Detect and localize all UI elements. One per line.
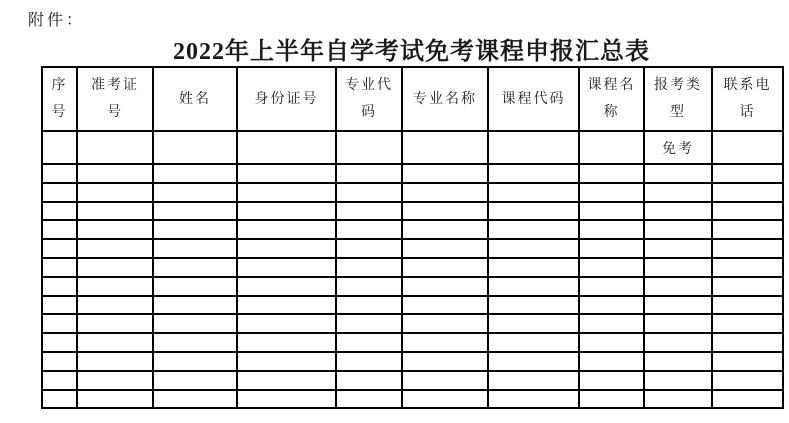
table-body: [42, 131, 783, 408]
table-cell: [336, 314, 402, 333]
table-cell: [712, 296, 783, 315]
table-cell: [153, 183, 237, 202]
table-cell: [712, 333, 783, 352]
attachment-label: 附件：: [28, 12, 86, 29]
table-cell: [153, 277, 237, 296]
table-row: [42, 131, 783, 164]
table-cell: [336, 239, 402, 258]
table-cell: [42, 202, 77, 221]
table-cell: [153, 390, 237, 409]
table-cell: [237, 390, 336, 409]
table-cell: [336, 131, 402, 164]
table-cell: [488, 239, 579, 258]
table-cell: [153, 202, 237, 221]
table-cell: [77, 220, 153, 239]
table-row: [42, 239, 783, 258]
table-cell: [153, 314, 237, 333]
table-cell: [488, 164, 579, 183]
table-cell: [153, 239, 237, 258]
table-cell: [402, 390, 488, 409]
table-cell: [579, 371, 644, 390]
table-cell: [644, 296, 712, 315]
table-cell: [42, 131, 77, 164]
header-line: 报考类: [654, 78, 702, 93]
header-line: 准考证: [91, 78, 139, 93]
table-cell: [644, 352, 712, 371]
header-cell-2: [77, 67, 153, 131]
table-cell: [336, 371, 402, 390]
table-cell: [579, 277, 644, 296]
table-cell: [77, 131, 153, 164]
table-cell: [237, 314, 336, 333]
table-cell: [77, 239, 153, 258]
table-cell: [488, 333, 579, 352]
table-cell: [712, 314, 783, 333]
table-cell: [336, 164, 402, 183]
table-cell: [42, 333, 77, 352]
table-cell: [579, 390, 644, 409]
table-cell: [579, 220, 644, 239]
header-cell-8: [579, 67, 644, 131]
table-cell: [579, 296, 644, 315]
header-cell-1: [42, 67, 77, 131]
table-cell: [153, 371, 237, 390]
table-cell: [237, 371, 336, 390]
table-cell: [153, 258, 237, 277]
table-cell: [336, 220, 402, 239]
table-cell: [402, 183, 488, 202]
table-cell: [402, 202, 488, 221]
table-cell: [712, 220, 783, 239]
header-line: 联系电: [723, 78, 772, 93]
table-cell: [402, 352, 488, 371]
table-row: [42, 333, 783, 352]
table-cell: [488, 371, 579, 390]
table-cell: [153, 352, 237, 371]
summary-table: [41, 66, 784, 409]
header-cell-6: [402, 67, 488, 131]
table-cell: [237, 202, 336, 221]
table-cell: [42, 277, 77, 296]
header-cell-9: [644, 67, 712, 131]
header-line: 话: [739, 105, 756, 120]
table-cell: [579, 333, 644, 352]
header-cell-4: [237, 67, 336, 131]
table-cell: [237, 296, 336, 315]
table-cell: [153, 131, 237, 164]
table-cell: [42, 296, 77, 315]
table-cell: [77, 333, 153, 352]
table-cell: [77, 371, 153, 390]
table-cell: [712, 352, 783, 371]
table-row: [42, 371, 783, 390]
table-cell: [644, 164, 712, 183]
table-cell: [712, 183, 783, 202]
table-cell: [579, 202, 644, 221]
table-cell: [237, 352, 336, 371]
table-cell: [644, 277, 712, 296]
table-cell: [402, 371, 488, 390]
table-cell: [237, 277, 336, 296]
table-cell: [77, 352, 153, 371]
table-row: [42, 352, 783, 371]
header-line: 码: [361, 105, 377, 120]
table-cell: [77, 390, 153, 409]
header-line: 课程名: [587, 78, 636, 93]
table-cell: [237, 164, 336, 183]
table-cell: [644, 202, 712, 221]
table-row: [42, 183, 783, 202]
table-cell: [402, 220, 488, 239]
table-cell: [42, 220, 77, 239]
table-cell: [237, 220, 336, 239]
table-cell: [712, 239, 783, 258]
table-row: [42, 390, 783, 409]
table-cell: [402, 277, 488, 296]
table-cell: [579, 314, 644, 333]
table-cell: [336, 352, 402, 371]
header-cell-3: [153, 67, 237, 131]
table-cell: [77, 277, 153, 296]
table-cell: [77, 314, 153, 333]
table-cell: [42, 371, 77, 390]
table-cell: [644, 183, 712, 202]
table-cell: [712, 390, 783, 409]
table-cell: [237, 333, 336, 352]
table-cell: [644, 390, 712, 409]
table-cell: [488, 296, 579, 315]
table-cell: [488, 183, 579, 202]
table-cell: [402, 131, 488, 164]
table-cell: [237, 183, 336, 202]
table-cell: [77, 202, 153, 221]
table-cell: [42, 183, 77, 202]
table-cell: [42, 239, 77, 258]
table-cell: [579, 131, 644, 164]
table-cell: [644, 333, 712, 352]
table-row: [42, 258, 783, 277]
header-line: 称: [603, 105, 620, 120]
table-cell: [712, 277, 783, 296]
table-cell: [644, 239, 712, 258]
table-cell: [153, 164, 237, 183]
table-cell: [336, 333, 402, 352]
table-cell: [402, 258, 488, 277]
table-cell: [488, 258, 579, 277]
header-line: 号: [107, 105, 123, 120]
table-cell: [644, 314, 712, 333]
header-line: 课程代码: [501, 91, 566, 107]
page-title: 2022年上半年自学考试免考课程申报汇总表: [173, 39, 650, 65]
header-line: 姓名: [179, 91, 211, 107]
table-cell: [42, 390, 77, 409]
table-cell: [336, 390, 402, 409]
header-line: 专业代: [345, 78, 393, 93]
table-cell: [488, 352, 579, 371]
table-row: [42, 296, 783, 315]
table-cell: [237, 239, 336, 258]
table-cell: [712, 164, 783, 183]
table-cell: [488, 390, 579, 409]
table-cell: [712, 371, 783, 390]
header-line: 型: [670, 105, 686, 120]
table-cell: [579, 239, 644, 258]
table-cell: [579, 183, 644, 202]
table-cell: [579, 164, 644, 183]
table-cell: [488, 314, 579, 333]
table-cell: [402, 239, 488, 258]
table-cell: [644, 371, 712, 390]
table-cell: [77, 258, 153, 277]
table-header-row: [42, 67, 783, 131]
table-cell: [237, 131, 336, 164]
header-cell-7: [488, 67, 579, 131]
table-cell: [488, 220, 579, 239]
table-cell: [579, 352, 644, 371]
table-cell: [77, 164, 153, 183]
table-cell: [402, 333, 488, 352]
header-line: 序: [51, 78, 68, 93]
table-cell: [712, 131, 783, 164]
table-cell: [42, 164, 77, 183]
table-cell: [237, 258, 336, 277]
table-cell: [644, 258, 712, 277]
table-row: [42, 220, 783, 239]
table-cell: [42, 352, 77, 371]
table-row: [42, 314, 783, 333]
header-cell-10: [712, 67, 783, 131]
table-cell: [644, 220, 712, 239]
table-cell: [336, 296, 402, 315]
table-row: [42, 277, 783, 296]
table-cell: [153, 333, 237, 352]
table-cell: [488, 131, 579, 164]
table-cell: [712, 202, 783, 221]
table-cell: [402, 296, 488, 315]
table-cell: [77, 183, 153, 202]
table-cell: [336, 277, 402, 296]
table-cell: [488, 277, 579, 296]
table-row: [42, 202, 783, 221]
table-cell: [42, 258, 77, 277]
table-cell: [336, 183, 402, 202]
table-cell: [402, 164, 488, 183]
table-cell: [336, 202, 402, 221]
header-line: 专业名称: [413, 91, 477, 107]
table-cell: 免考: [644, 131, 712, 164]
table-cell: [488, 202, 579, 221]
table-row: [42, 164, 783, 183]
table-cell: [712, 258, 783, 277]
table-cell: [77, 296, 153, 315]
table-cell: [402, 314, 488, 333]
table-cell: [42, 314, 77, 333]
table-cell: [336, 258, 402, 277]
header-line: 号: [51, 105, 68, 120]
header-line: 身份证号: [254, 91, 319, 107]
table-cell: [153, 296, 237, 315]
table-cell: [153, 220, 237, 239]
header-cell-5: [336, 67, 402, 131]
table-cell: [579, 258, 644, 277]
